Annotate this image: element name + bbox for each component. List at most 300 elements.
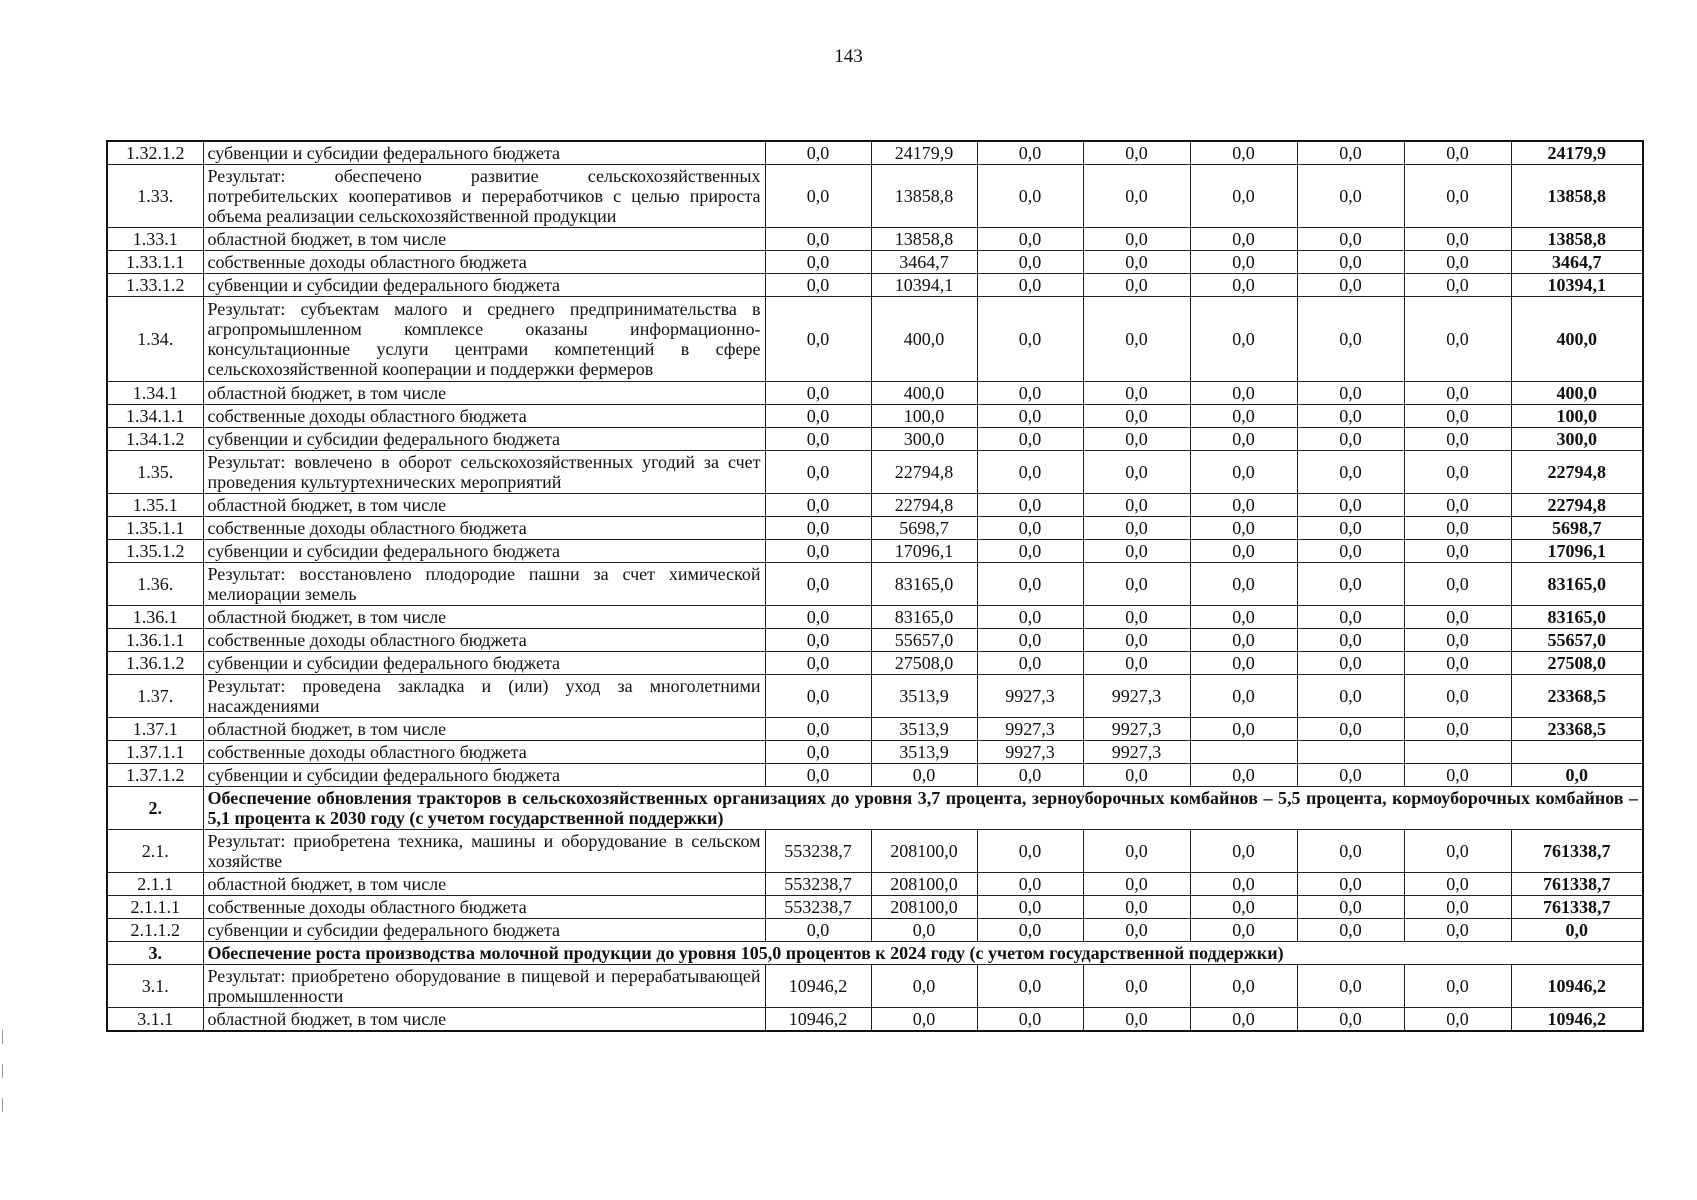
total-cell: 27508,0 [1511, 652, 1643, 675]
table-row [107, 873, 1643, 896]
row-code: 1.34.1.1 [107, 405, 203, 428]
value-cell: 0,0 [1190, 382, 1297, 405]
row-description: областной бюджет, в том числе [203, 228, 765, 251]
value-cell: 0,0 [1404, 274, 1511, 297]
value-cell: 0,0 [1404, 606, 1511, 629]
value-cell: 0,0 [977, 428, 1083, 451]
row-code: 1.37.1.2 [107, 764, 203, 787]
total-cell: 10394,1 [1511, 274, 1643, 297]
total-cell [1511, 741, 1643, 764]
total-cell: 0,0 [1511, 764, 1643, 787]
row-description: субвенции и субсидии федерального бюджета [203, 919, 765, 942]
row-code: 1.32.1.2 [107, 141, 203, 165]
row-description: субвенции и субсидии федерального бюджета [203, 652, 765, 675]
table-row [107, 718, 1643, 741]
row-code: 1.33. [107, 165, 203, 228]
total-cell: 300,0 [1511, 428, 1643, 451]
scan-mark [2, 1064, 3, 1078]
section-row [107, 942, 1643, 965]
value-cell: 0,0 [1297, 382, 1404, 405]
total-cell: 83165,0 [1511, 606, 1643, 629]
row-code: 3.1.1 [107, 1008, 203, 1032]
row-code: 2.1.1.2 [107, 919, 203, 942]
value-cell: 0,0 [977, 606, 1083, 629]
value-cell: 0,0 [1083, 494, 1190, 517]
value-cell: 0,0 [1297, 428, 1404, 451]
value-cell: 0,0 [1083, 764, 1190, 787]
value-cell: 0,0 [1404, 165, 1511, 228]
value-cell: 0,0 [1083, 965, 1190, 1008]
table-row [107, 228, 1643, 251]
value-cell: 0,0 [977, 405, 1083, 428]
value-cell: 0,0 [977, 297, 1083, 382]
value-cell: 300,0 [871, 428, 977, 451]
row-description: областной бюджет, в том числе [203, 606, 765, 629]
row-code: 1.37.1.1 [107, 741, 203, 764]
total-cell: 761338,7 [1511, 830, 1643, 873]
row-description: субвенции и субсидии федерального бюджета [203, 764, 765, 787]
value-cell: 0,0 [1083, 873, 1190, 896]
row-description: областной бюджет, в том числе [203, 494, 765, 517]
row-code: 1.35. [107, 451, 203, 494]
value-cell: 10946,2 [765, 965, 871, 1008]
value-cell: 0,0 [765, 428, 871, 451]
value-cell: 83165,0 [871, 606, 977, 629]
value-cell: 0,0 [765, 606, 871, 629]
value-cell: 0,0 [1404, 428, 1511, 451]
table-body [107, 141, 1643, 1031]
value-cell: 0,0 [1297, 251, 1404, 274]
total-cell: 761338,7 [1511, 873, 1643, 896]
value-cell: 0,0 [1083, 451, 1190, 494]
value-cell: 0,0 [1404, 517, 1511, 540]
value-cell: 0,0 [1404, 873, 1511, 896]
scan-edge-marks [2, 1030, 8, 1140]
result-row [107, 965, 1643, 1008]
value-cell: 0,0 [1404, 1008, 1511, 1032]
value-cell: 0,0 [1404, 563, 1511, 606]
result-row [107, 830, 1643, 873]
value-cell: 22794,8 [871, 494, 977, 517]
value-cell: 0,0 [1297, 494, 1404, 517]
table-row [107, 141, 1643, 165]
row-code: 2.1. [107, 830, 203, 873]
result-description: Результат: приобретено оборудование в пищевой и перерабатывающей промышленности [203, 965, 765, 1008]
table-row [107, 919, 1643, 942]
value-cell: 0,0 [1190, 428, 1297, 451]
total-cell: 100,0 [1511, 405, 1643, 428]
value-cell: 0,0 [1297, 919, 1404, 942]
value-cell: 0,0 [765, 494, 871, 517]
value-cell: 0,0 [1083, 251, 1190, 274]
value-cell: 0,0 [1083, 606, 1190, 629]
value-cell: 0,0 [1083, 629, 1190, 652]
value-cell: 400,0 [871, 382, 977, 405]
value-cell: 0,0 [1083, 517, 1190, 540]
value-cell: 0,0 [1083, 563, 1190, 606]
value-cell: 0,0 [1297, 141, 1404, 165]
value-cell: 0,0 [1190, 718, 1297, 741]
value-cell: 0,0 [1083, 896, 1190, 919]
total-cell: 400,0 [1511, 382, 1643, 405]
value-cell: 0,0 [1297, 540, 1404, 563]
scan-mark [2, 1098, 3, 1112]
table-row [107, 606, 1643, 629]
table-row [107, 629, 1643, 652]
value-cell: 0,0 [1190, 517, 1297, 540]
total-cell: 22794,8 [1511, 451, 1643, 494]
value-cell: 0,0 [765, 652, 871, 675]
value-cell: 0,0 [1083, 228, 1190, 251]
value-cell: 5698,7 [871, 517, 977, 540]
value-cell: 9927,3 [977, 718, 1083, 741]
total-cell: 23368,5 [1511, 675, 1643, 718]
value-cell: 0,0 [765, 563, 871, 606]
value-cell: 0,0 [1190, 764, 1297, 787]
row-code: 1.34.1 [107, 382, 203, 405]
value-cell: 0,0 [1083, 405, 1190, 428]
value-cell: 0,0 [871, 965, 977, 1008]
value-cell: 0,0 [765, 718, 871, 741]
value-cell: 0,0 [1297, 830, 1404, 873]
value-cell: 0,0 [1404, 297, 1511, 382]
table-row [107, 405, 1643, 428]
value-cell: 208100,0 [871, 873, 977, 896]
value-cell: 0,0 [1404, 919, 1511, 942]
total-cell: 400,0 [1511, 297, 1643, 382]
table-row [107, 428, 1643, 451]
section-row [107, 787, 1643, 830]
value-cell: 0,0 [1297, 652, 1404, 675]
table-row [107, 741, 1643, 764]
value-cell: 83165,0 [871, 563, 977, 606]
value-cell: 17096,1 [871, 540, 977, 563]
row-description: областной бюджет, в том числе [203, 718, 765, 741]
value-cell: 0,0 [1297, 718, 1404, 741]
scan-mark [2, 1030, 3, 1044]
row-code: 3. [107, 942, 203, 965]
value-cell: 0,0 [1297, 896, 1404, 919]
result-description: Результат: вовлечено в оборот сельскохозяйственных угодий за счет проведения культуртехнических мероприятий [203, 451, 765, 494]
row-code: 1.34.1.2 [107, 428, 203, 451]
value-cell: 0,0 [1083, 428, 1190, 451]
value-cell: 0,0 [1083, 274, 1190, 297]
value-cell: 0,0 [1404, 251, 1511, 274]
value-cell: 0,0 [1190, 629, 1297, 652]
row-code: 3.1. [107, 965, 203, 1008]
row-description: собственные доходы областного бюджета [203, 405, 765, 428]
value-cell: 0,0 [1404, 965, 1511, 1008]
value-cell: 0,0 [977, 540, 1083, 563]
value-cell: 0,0 [1404, 718, 1511, 741]
value-cell: 0,0 [977, 563, 1083, 606]
value-cell: 208100,0 [871, 896, 977, 919]
total-cell: 761338,7 [1511, 896, 1643, 919]
value-cell: 0,0 [977, 965, 1083, 1008]
row-code: 1.33.1.1 [107, 251, 203, 274]
budget-table [106, 140, 1644, 1032]
row-description: собственные доходы областного бюджета [203, 517, 765, 540]
value-cell: 0,0 [977, 382, 1083, 405]
value-cell: 0,0 [977, 830, 1083, 873]
table-row [107, 382, 1643, 405]
value-cell: 0,0 [1190, 228, 1297, 251]
value-cell: 0,0 [1083, 141, 1190, 165]
value-cell: 0,0 [765, 540, 871, 563]
value-cell: 0,0 [1404, 141, 1511, 165]
value-cell: 0,0 [1404, 830, 1511, 873]
row-description: собственные доходы областного бюджета [203, 741, 765, 764]
row-description: субвенции и субсидии федерального бюджета [203, 540, 765, 563]
row-code: 1.35.1.2 [107, 540, 203, 563]
value-cell: 0,0 [1404, 896, 1511, 919]
value-cell: 0,0 [1190, 251, 1297, 274]
row-code: 1.33.1.2 [107, 274, 203, 297]
table-row [107, 1008, 1643, 1032]
table-row [107, 494, 1643, 517]
total-cell: 3464,7 [1511, 251, 1643, 274]
value-cell: 0,0 [765, 405, 871, 428]
value-cell: 0,0 [765, 297, 871, 382]
value-cell [1297, 741, 1404, 764]
row-code: 1.37.1 [107, 718, 203, 741]
value-cell: 553238,7 [765, 830, 871, 873]
value-cell: 3513,9 [871, 675, 977, 718]
total-cell: 13858,8 [1511, 165, 1643, 228]
value-cell: 10946,2 [765, 1008, 871, 1032]
value-cell: 0,0 [1404, 652, 1511, 675]
row-description: собственные доходы областного бюджета [203, 896, 765, 919]
value-cell: 0,0 [977, 494, 1083, 517]
value-cell: 0,0 [1190, 1008, 1297, 1032]
row-code: 1.36. [107, 563, 203, 606]
table-row [107, 540, 1643, 563]
value-cell: 0,0 [977, 652, 1083, 675]
value-cell: 0,0 [1190, 873, 1297, 896]
value-cell: 9927,3 [1083, 718, 1190, 741]
value-cell: 0,0 [1083, 1008, 1190, 1032]
value-cell: 0,0 [1297, 274, 1404, 297]
value-cell: 0,0 [1190, 965, 1297, 1008]
value-cell: 0,0 [765, 675, 871, 718]
value-cell: 100,0 [871, 405, 977, 428]
value-cell: 0,0 [1404, 675, 1511, 718]
value-cell: 0,0 [1297, 517, 1404, 540]
row-description: областной бюджет, в том числе [203, 1008, 765, 1032]
value-cell [1404, 741, 1511, 764]
row-description: субвенции и субсидии федерального бюджета [203, 428, 765, 451]
row-description: собственные доходы областного бюджета [203, 251, 765, 274]
table-row [107, 652, 1643, 675]
value-cell: 0,0 [1190, 165, 1297, 228]
page-number: 143 [834, 46, 863, 67]
row-code: 1.36.1.1 [107, 629, 203, 652]
value-cell: 13858,8 [871, 228, 977, 251]
value-cell: 0,0 [1190, 297, 1297, 382]
value-cell: 0,0 [1083, 540, 1190, 563]
value-cell: 13858,8 [871, 165, 977, 228]
value-cell: 0,0 [977, 228, 1083, 251]
row-description: собственные доходы областного бюджета [203, 629, 765, 652]
value-cell: 0,0 [1190, 896, 1297, 919]
row-code: 1.36.1 [107, 606, 203, 629]
value-cell: 3513,9 [871, 718, 977, 741]
value-cell [1190, 741, 1297, 764]
value-cell: 0,0 [1297, 451, 1404, 494]
result-description: Результат: проведена закладка и (или) уход за многолетними насаждениями [203, 675, 765, 718]
total-cell: 0,0 [1511, 919, 1643, 942]
value-cell: 0,0 [1297, 563, 1404, 606]
value-cell: 0,0 [1083, 165, 1190, 228]
value-cell: 0,0 [765, 764, 871, 787]
result-row [107, 297, 1643, 382]
value-cell: 0,0 [1083, 830, 1190, 873]
value-cell: 0,0 [871, 1008, 977, 1032]
value-cell: 0,0 [765, 629, 871, 652]
total-cell: 83165,0 [1511, 563, 1643, 606]
value-cell: 553238,7 [765, 873, 871, 896]
value-cell: 0,0 [1190, 141, 1297, 165]
value-cell: 0,0 [1404, 382, 1511, 405]
row-description: областной бюджет, в том числе [203, 382, 765, 405]
row-code: 1.35.1 [107, 494, 203, 517]
value-cell: 0,0 [977, 517, 1083, 540]
result-row [107, 563, 1643, 606]
value-cell: 0,0 [765, 517, 871, 540]
row-description: субвенции и субсидии федерального бюджета [203, 274, 765, 297]
row-code: 1.34. [107, 297, 203, 382]
table-row [107, 764, 1643, 787]
value-cell: 0,0 [1297, 165, 1404, 228]
row-description: субвенции и субсидии федерального бюджета [203, 141, 765, 165]
value-cell: 0,0 [1190, 405, 1297, 428]
value-cell: 24179,9 [871, 141, 977, 165]
value-cell: 0,0 [1404, 494, 1511, 517]
value-cell: 0,0 [765, 251, 871, 274]
result-description: Результат: субъектам малого и среднего предпринимательства в агропромышленном комплексе оказаны информационно-консультационные услуги центрами компетенций в сфере сельскохозяйственной кооперации и поддержки фермеров [203, 297, 765, 382]
table-row [107, 274, 1643, 297]
total-cell: 13858,8 [1511, 228, 1643, 251]
total-cell: 5698,7 [1511, 517, 1643, 540]
value-cell: 0,0 [1190, 652, 1297, 675]
total-cell: 55657,0 [1511, 629, 1643, 652]
row-code: 1.35.1.1 [107, 517, 203, 540]
value-cell: 0,0 [1404, 451, 1511, 494]
value-cell: 0,0 [1404, 405, 1511, 428]
result-row [107, 451, 1643, 494]
value-cell: 55657,0 [871, 629, 977, 652]
total-cell: 10946,2 [1511, 965, 1643, 1008]
value-cell: 0,0 [977, 274, 1083, 297]
value-cell: 0,0 [1190, 494, 1297, 517]
row-code: 1.37. [107, 675, 203, 718]
value-cell: 0,0 [871, 919, 977, 942]
result-row [107, 165, 1643, 228]
value-cell: 0,0 [1404, 540, 1511, 563]
result-description: Результат: приобретена техника, машины и оборудование в сельском хозяйстве [203, 830, 765, 873]
value-cell: 9927,3 [977, 675, 1083, 718]
value-cell: 553238,7 [765, 896, 871, 919]
value-cell: 0,0 [1297, 606, 1404, 629]
value-cell: 0,0 [1190, 451, 1297, 494]
section-title: Обеспечение обновления тракторов в сельскохозяйственных организациях до уровня 3,7 процента, зерноуборочных комбайнов – 5,5 процента, кормоуборочных комбайнов – 5,1 процента к 2030 году (с учетом государственной поддержки) [203, 787, 1643, 830]
section-title: Обеспечение роста производства молочной продукции до уровня 105,0 процентов к 2024 году (с учетом государственной поддержки) [203, 942, 1643, 965]
value-cell: 400,0 [871, 297, 977, 382]
value-cell: 208100,0 [871, 830, 977, 873]
value-cell: 0,0 [977, 1008, 1083, 1032]
value-cell: 0,0 [977, 919, 1083, 942]
value-cell: 0,0 [1404, 764, 1511, 787]
value-cell: 9927,3 [977, 741, 1083, 764]
value-cell: 0,0 [1297, 629, 1404, 652]
value-cell: 0,0 [1190, 919, 1297, 942]
row-code: 2.1.1 [107, 873, 203, 896]
value-cell: 0,0 [1083, 919, 1190, 942]
value-cell: 0,0 [765, 141, 871, 165]
value-cell: 0,0 [977, 873, 1083, 896]
value-cell: 0,0 [977, 251, 1083, 274]
value-cell: 10394,1 [871, 274, 977, 297]
row-code: 2.1.1.1 [107, 896, 203, 919]
total-cell: 22794,8 [1511, 494, 1643, 517]
value-cell: 0,0 [1190, 274, 1297, 297]
value-cell: 0,0 [1083, 382, 1190, 405]
table-row [107, 896, 1643, 919]
value-cell: 9927,3 [1083, 675, 1190, 718]
value-cell: 0,0 [765, 741, 871, 764]
value-cell: 0,0 [977, 451, 1083, 494]
table-row [107, 251, 1643, 274]
value-cell: 0,0 [1190, 563, 1297, 606]
value-cell: 0,0 [765, 919, 871, 942]
value-cell: 0,0 [765, 274, 871, 297]
value-cell: 0,0 [977, 629, 1083, 652]
table-row [107, 517, 1643, 540]
value-cell: 0,0 [1297, 965, 1404, 1008]
value-cell: 0,0 [765, 382, 871, 405]
value-cell: 0,0 [1190, 540, 1297, 563]
result-description: Результат: восстановлено плодородие пашни за счет химической мелиорации земель [203, 563, 765, 606]
value-cell: 27508,0 [871, 652, 977, 675]
value-cell: 0,0 [1404, 629, 1511, 652]
value-cell: 0,0 [1297, 228, 1404, 251]
value-cell: 0,0 [871, 764, 977, 787]
value-cell: 0,0 [765, 165, 871, 228]
value-cell: 3464,7 [871, 251, 977, 274]
value-cell: 22794,8 [871, 451, 977, 494]
total-cell: 17096,1 [1511, 540, 1643, 563]
value-cell: 9927,3 [1083, 741, 1190, 764]
row-code: 2. [107, 787, 203, 830]
total-cell: 23368,5 [1511, 718, 1643, 741]
value-cell: 0,0 [1190, 675, 1297, 718]
total-cell: 24179,9 [1511, 141, 1643, 165]
value-cell: 0,0 [765, 451, 871, 494]
row-code: 1.36.1.2 [107, 652, 203, 675]
value-cell: 0,0 [1083, 652, 1190, 675]
value-cell: 0,0 [1297, 1008, 1404, 1032]
value-cell: 0,0 [1190, 606, 1297, 629]
value-cell: 0,0 [977, 141, 1083, 165]
total-cell: 10946,2 [1511, 1008, 1643, 1032]
value-cell: 0,0 [1297, 764, 1404, 787]
result-row [107, 675, 1643, 718]
value-cell: 0,0 [977, 896, 1083, 919]
result-description: Результат: обеспечено развитие сельскохозяйственных потребительских кооперативов и переработчиков с целью прироста объема реализации сельскохозяйственной продукции [203, 165, 765, 228]
value-cell: 0,0 [1297, 297, 1404, 382]
value-cell: 0,0 [1297, 873, 1404, 896]
value-cell: 0,0 [977, 165, 1083, 228]
